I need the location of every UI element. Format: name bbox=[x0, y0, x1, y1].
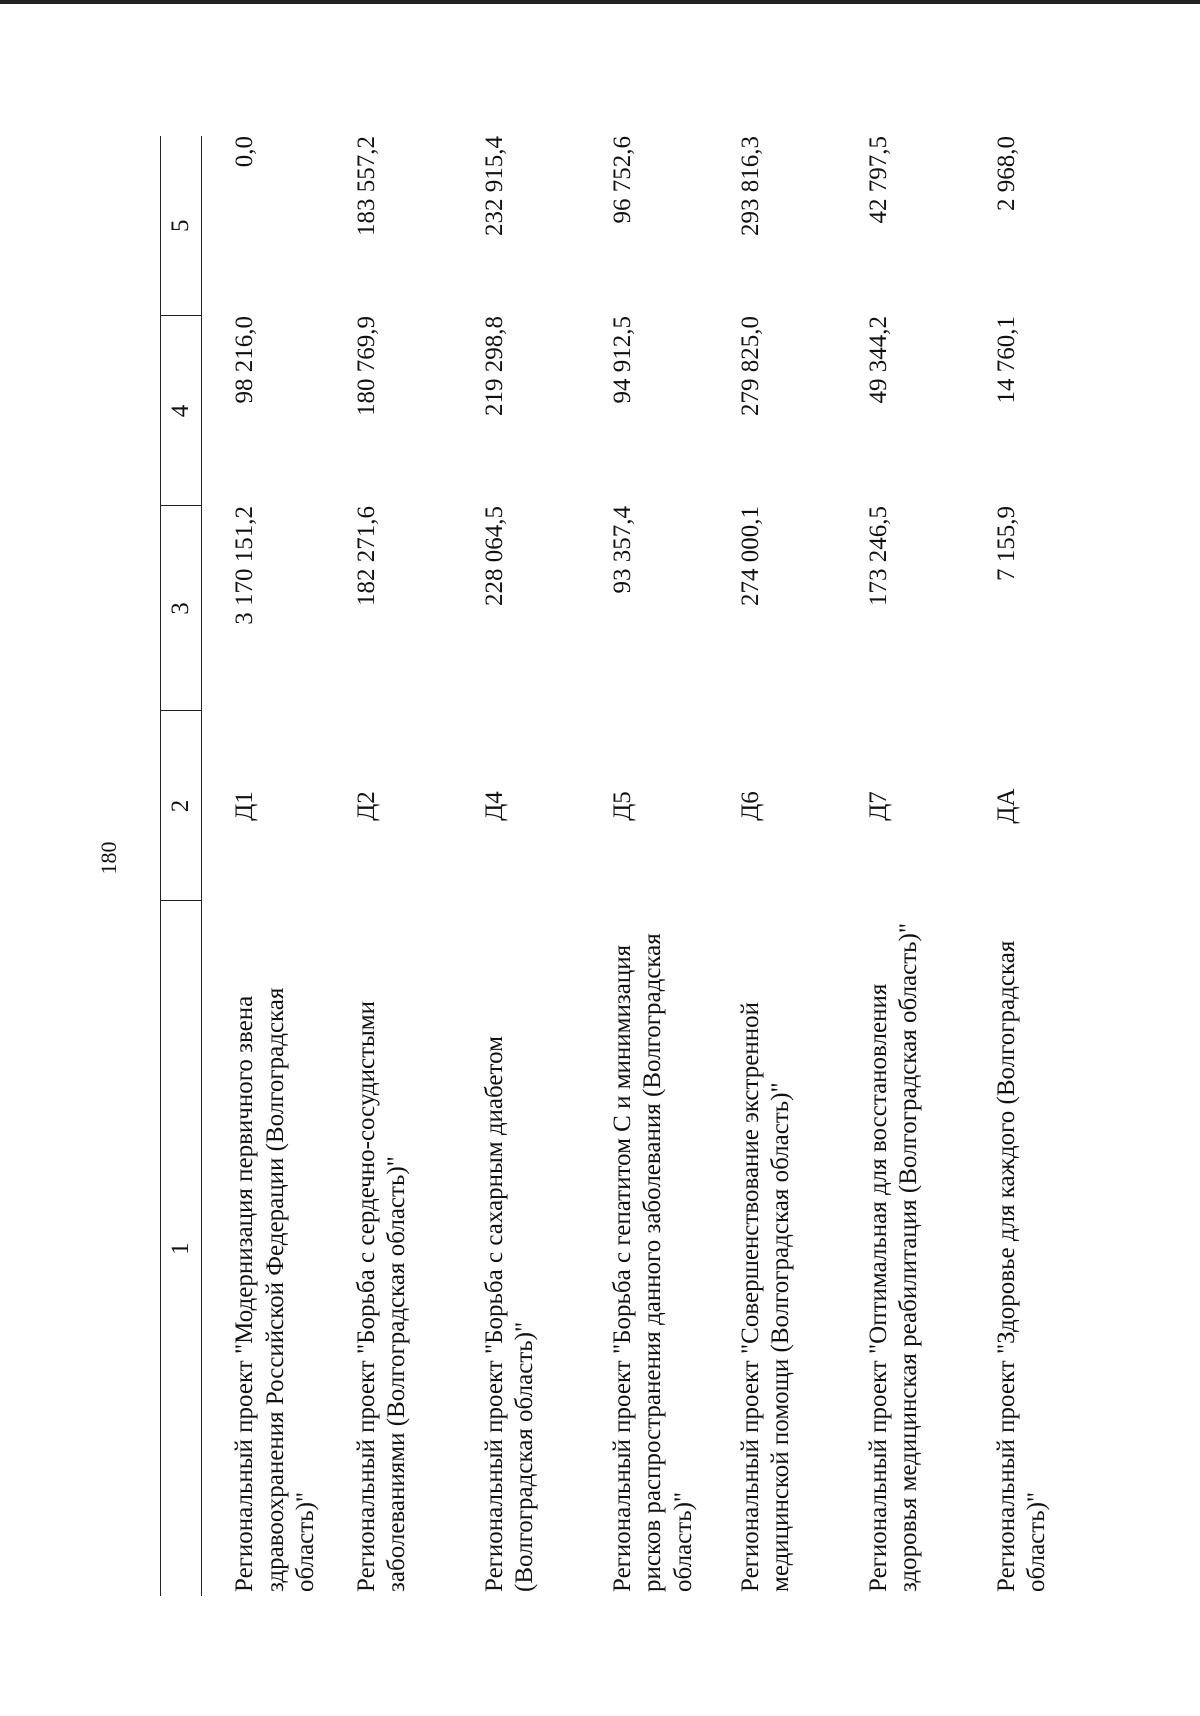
project-code: Д2 bbox=[352, 791, 380, 821]
project-name: Региональный проект "Совершенствование экстренной медицинской помощи (Волгоградская область)" bbox=[736, 1002, 794, 1592]
value-col-4: 219 298,8 bbox=[480, 316, 508, 416]
value-col-3: 7 155,9 bbox=[992, 506, 1020, 581]
header-col-1: 1 bbox=[161, 901, 202, 1596]
table-row bbox=[864, 136, 992, 1596]
project-name: Региональный проект "Здоровье для каждого (Волгоградская область)" bbox=[992, 940, 1050, 1592]
value-col-5: 42 797,5 bbox=[864, 136, 892, 224]
budget-table bbox=[160, 136, 1120, 1596]
value-col-3: 228 064,5 bbox=[480, 506, 508, 606]
project-code: Д7 bbox=[864, 791, 892, 821]
value-col-3: 173 246,5 bbox=[864, 506, 892, 606]
project-code: ДА bbox=[992, 788, 1020, 824]
project-code: Д1 bbox=[231, 791, 258, 821]
project-code: Д4 bbox=[480, 791, 508, 821]
header-col-4: 4 bbox=[161, 316, 202, 506]
value-col-5: 232 915,4 bbox=[480, 136, 508, 236]
value-col-5: 183 557,2 bbox=[352, 136, 380, 236]
value-col-3: 182 271,6 bbox=[352, 506, 380, 606]
project-code: Д5 bbox=[608, 791, 636, 821]
value-col-4: 94 912,5 bbox=[608, 316, 636, 404]
project-name: Региональный проект "Борьба с сахарным диабетом (Волгоградская область)" bbox=[480, 1036, 538, 1592]
header-row bbox=[161, 136, 202, 1596]
project-name: Региональный проект "Модернизация первичного звена здравоохранения Российской Федерации (Волгоградская область)" bbox=[231, 987, 319, 1592]
table-row bbox=[202, 136, 352, 1596]
project-name: Региональный проект "Борьба с сердечно-сосудистыми заболеваниями (Волгоградская область)" bbox=[352, 1001, 410, 1592]
project-name: Региональный проект "Борьба с гепатитом С и минимизация рисков распространения данного заболевания (Волгоградская область)" bbox=[608, 933, 697, 1592]
value-col-4: 49 344,2 bbox=[864, 316, 892, 404]
project-name: Региональный проект "Оптимальная для восстановления здоровья медицинская реабилитация (Волгоградская область)" bbox=[864, 922, 922, 1592]
table-row bbox=[352, 136, 480, 1596]
table-row bbox=[992, 136, 1120, 1596]
value-col-5: 0,0 bbox=[231, 136, 258, 168]
project-code: Д6 bbox=[736, 791, 764, 821]
value-col-5: 96 752,6 bbox=[608, 136, 636, 224]
value-col-4: 180 769,9 bbox=[352, 316, 380, 416]
header-col-5: 5 bbox=[161, 136, 202, 316]
table-row bbox=[736, 136, 864, 1596]
header-col-3: 3 bbox=[161, 506, 202, 711]
table-header bbox=[161, 136, 202, 1596]
value-col-5: 293 816,3 bbox=[736, 136, 764, 236]
value-col-3: 93 357,4 bbox=[608, 506, 636, 594]
header-col-2: 2 bbox=[161, 711, 202, 901]
value-col-5: 2 968,0 bbox=[992, 136, 1020, 211]
page-number: 180 bbox=[96, 841, 121, 875]
table-row bbox=[480, 136, 608, 1596]
value-col-4: 98 216,0 bbox=[231, 316, 258, 404]
value-col-3: 3 170 151,2 bbox=[231, 506, 258, 625]
value-col-4: 14 760,1 bbox=[992, 316, 1020, 404]
value-col-3: 274 000,1 bbox=[736, 506, 764, 606]
table-row bbox=[608, 136, 736, 1596]
table-body bbox=[202, 136, 1120, 1596]
value-col-4: 279 825,0 bbox=[736, 316, 764, 416]
